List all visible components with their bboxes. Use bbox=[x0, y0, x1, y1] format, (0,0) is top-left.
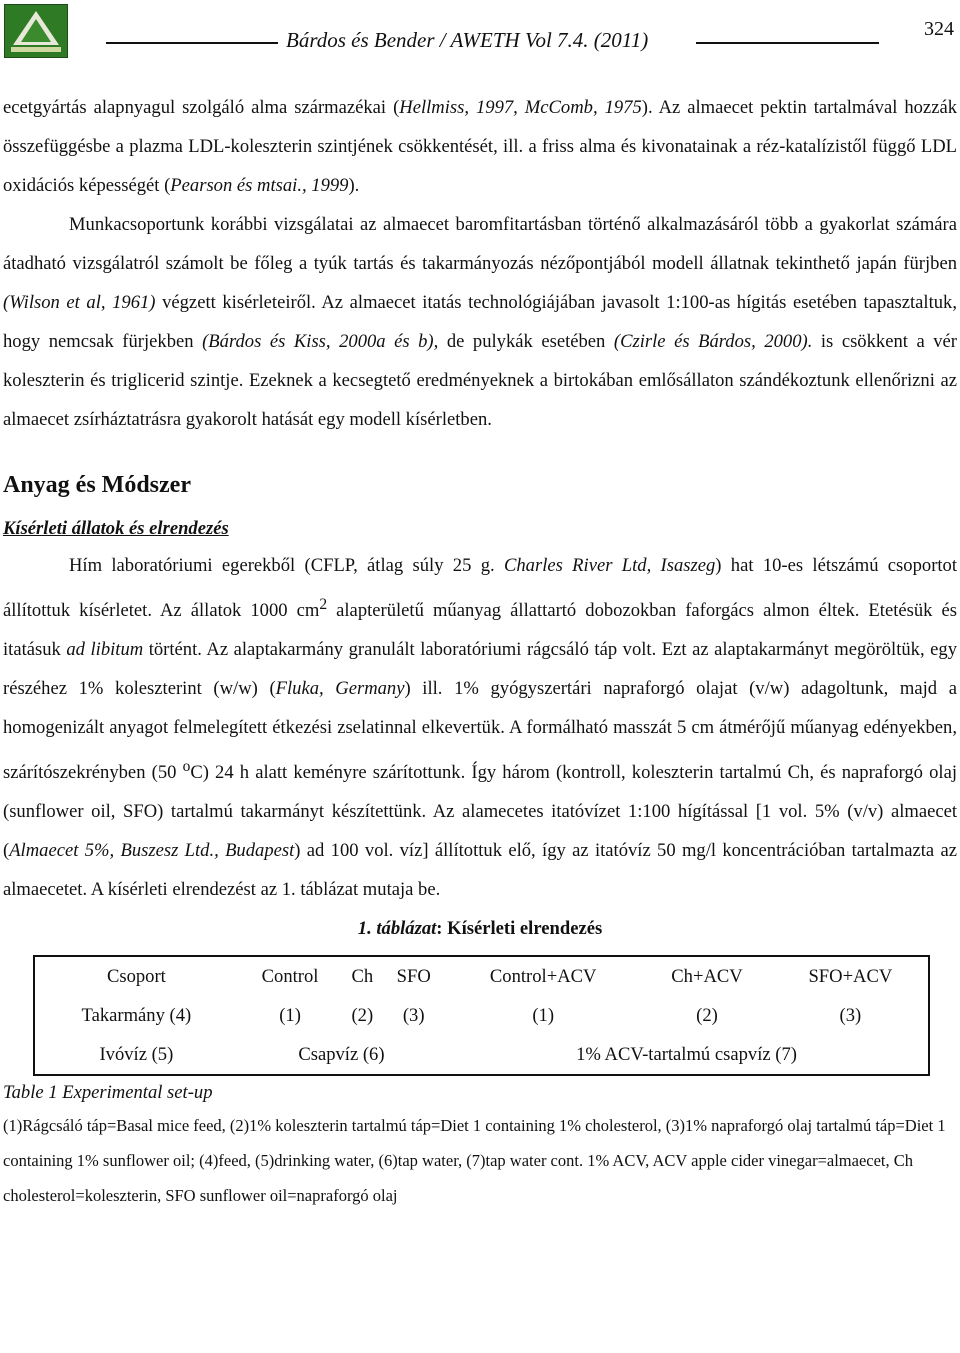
intro-paragraph-2: Munkacsoportunk korábbi vizsgálatai az almaecet baromfitartásban történő alkalmazásáról több a gyakorlat számára átadható vizsgálatról számolt be főleg a tyúk tartás és takarmányozás nézőpontjából modell állatnak tekinthető japán fürjben (Wilson et al, 1961) végzett kisérleteiről. Az almaecet itatás technológiájában javasolt 1:100-as hígitás esetében tapasztaltuk, hogy nemcsak fürjekben (Bárdos és Kiss, 2000a és b), de pulykák esetében (Czirle és Bárdos, 2000). is csökkent a vér koleszterin és triglicerid szintje. Ezeknek a kecsegtető eredményeknek a birtokában emlősállaton szándékoztunk ellenőrizni az almaecet zsírháztatrásra gyakorolt hatását egy modell kísérletben. bbox=[3, 214, 957, 430]
table-cell: (2) bbox=[351, 1005, 374, 1027]
table-english-label: Table 1 Experimental set-up bbox=[3, 1082, 213, 1104]
table-row bbox=[34, 996, 929, 1035]
table-cell: 1% ACV-tartalmú csapvíz (7) bbox=[576, 1044, 797, 1066]
table-cell: Control+ACV bbox=[489, 966, 597, 988]
methods-paragraph: Hím laboratóriumi egerekből (CFLP, átlag súly 25 g. Charles River Ltd, Isaszeg) hat 10-es létszámú csoportot állítottuk kísérletet. Az állatok 1000 $cm^2$ alapterületű műanyag állattartó dobozokban faforgács almon éltek. Etetésük és itatásuk ad libitum történt. Az alaptakarmány granulált laboratóriumi rágcsáló táp volt. Ezt az alaptakarmányt megöröltük, egy részéhez 1% koleszterint (w/w) (Fluka, Germany) ill. 1% gyógyszertári napraforgó olajat (v/w) adagoltunk, majd a homogenizált anyagot felmelegített étkezési zselatinnal elkevertük. A formálható masszát 5 cm átmérőjű műanyag edényekben, szárítószekrényben (50 $^o$C) 24 h alatt keményre szárítottunk. Így három (kontroll, koleszterin tartalmú Ch, és napraforgó olaj (sunflower oil, SFO) tartalmú takarmányt készítettünk. Az alamecetes itatóvízet 1:100 hígítással [1 vol. 5% (v/v) almaecet (Almaecet 5%, Buszesz Ltd., Budapest) ad 100 vol. víz] állítottuk elő, így az itatóvíz 50 mg/l koncentrációban tartalmazta az almaecetet. A kísérleti elrendezést az 1. táblázat mutaja be. bbox=[3, 555, 958, 901]
table-cell: Ivóvíz (5) bbox=[99, 1044, 174, 1066]
subsection-heading: Kísérleti állatok és elrendezés bbox=[3, 518, 229, 539]
intro-paragraph-1: ecetgyártás alapnyagul szolgáló alma származékai (Hellmiss, 1997, McComb, 1975). Az almaecet pektin tartalmával hozzák összefüggésbe a plazma LDL-koleszterin szintjének csökkentését, ill. a friss alma és kivonatainak a réz-katalízistől függő LDL oxidációs képességét (Pearson és mtsai., 1999). bbox=[3, 97, 957, 196]
table-caption: 1. táblázat: Kísérleti elrendezés bbox=[357, 918, 603, 940]
experimental-setup-table bbox=[33, 955, 930, 1076]
section-heading: Anyag és Módszer bbox=[3, 472, 191, 498]
table-cell: Ch bbox=[351, 966, 374, 988]
table-cell: (3) bbox=[839, 1005, 862, 1027]
table-cell: (3) bbox=[402, 1005, 425, 1027]
table-cell: (2) bbox=[696, 1005, 718, 1027]
article-body bbox=[3, 88, 957, 1213]
table-cell: Ch+ACV bbox=[671, 966, 743, 988]
header-rule-left bbox=[106, 42, 278, 44]
table-row bbox=[34, 1035, 929, 1075]
page-number: 324 bbox=[924, 18, 954, 40]
table-cell: Csapvíz (6) bbox=[298, 1044, 385, 1066]
table-cell: SFO bbox=[396, 966, 431, 988]
journal-logo bbox=[4, 4, 68, 58]
table-cell: Takarmány (4) bbox=[81, 1005, 192, 1027]
page-header bbox=[0, 0, 960, 70]
table-cell: Control bbox=[261, 966, 319, 988]
table-cell: SFO+ACV bbox=[808, 966, 893, 988]
table-cell: (1) bbox=[532, 1005, 555, 1027]
running-title: Bárdos és Bender / AWETH Vol 7.4. (2011) bbox=[286, 28, 649, 52]
table-cell: (1) bbox=[279, 1005, 301, 1027]
table-notes: (1)Rágcsáló táp=Basal mice feed, (2)1% koleszterin tartalmú táp=Diet 1 containing 1% cholesterol, (3)1% napraforgó olaj tartalmú táp=Diet 1 containing 1% sunflower oil; (4)feed, (5)drinking water, (6)tap water, (7)tap water cont. 1% ACV, ACV apple cider vinegar=almaecet, Ch cholesterol=koleszterin, SFO sunflower oil=napraforgó olaj bbox=[3, 1116, 946, 1206]
table-cell: Csoport bbox=[106, 966, 166, 988]
table-header-row bbox=[34, 956, 929, 996]
header-rule-right bbox=[696, 42, 879, 44]
